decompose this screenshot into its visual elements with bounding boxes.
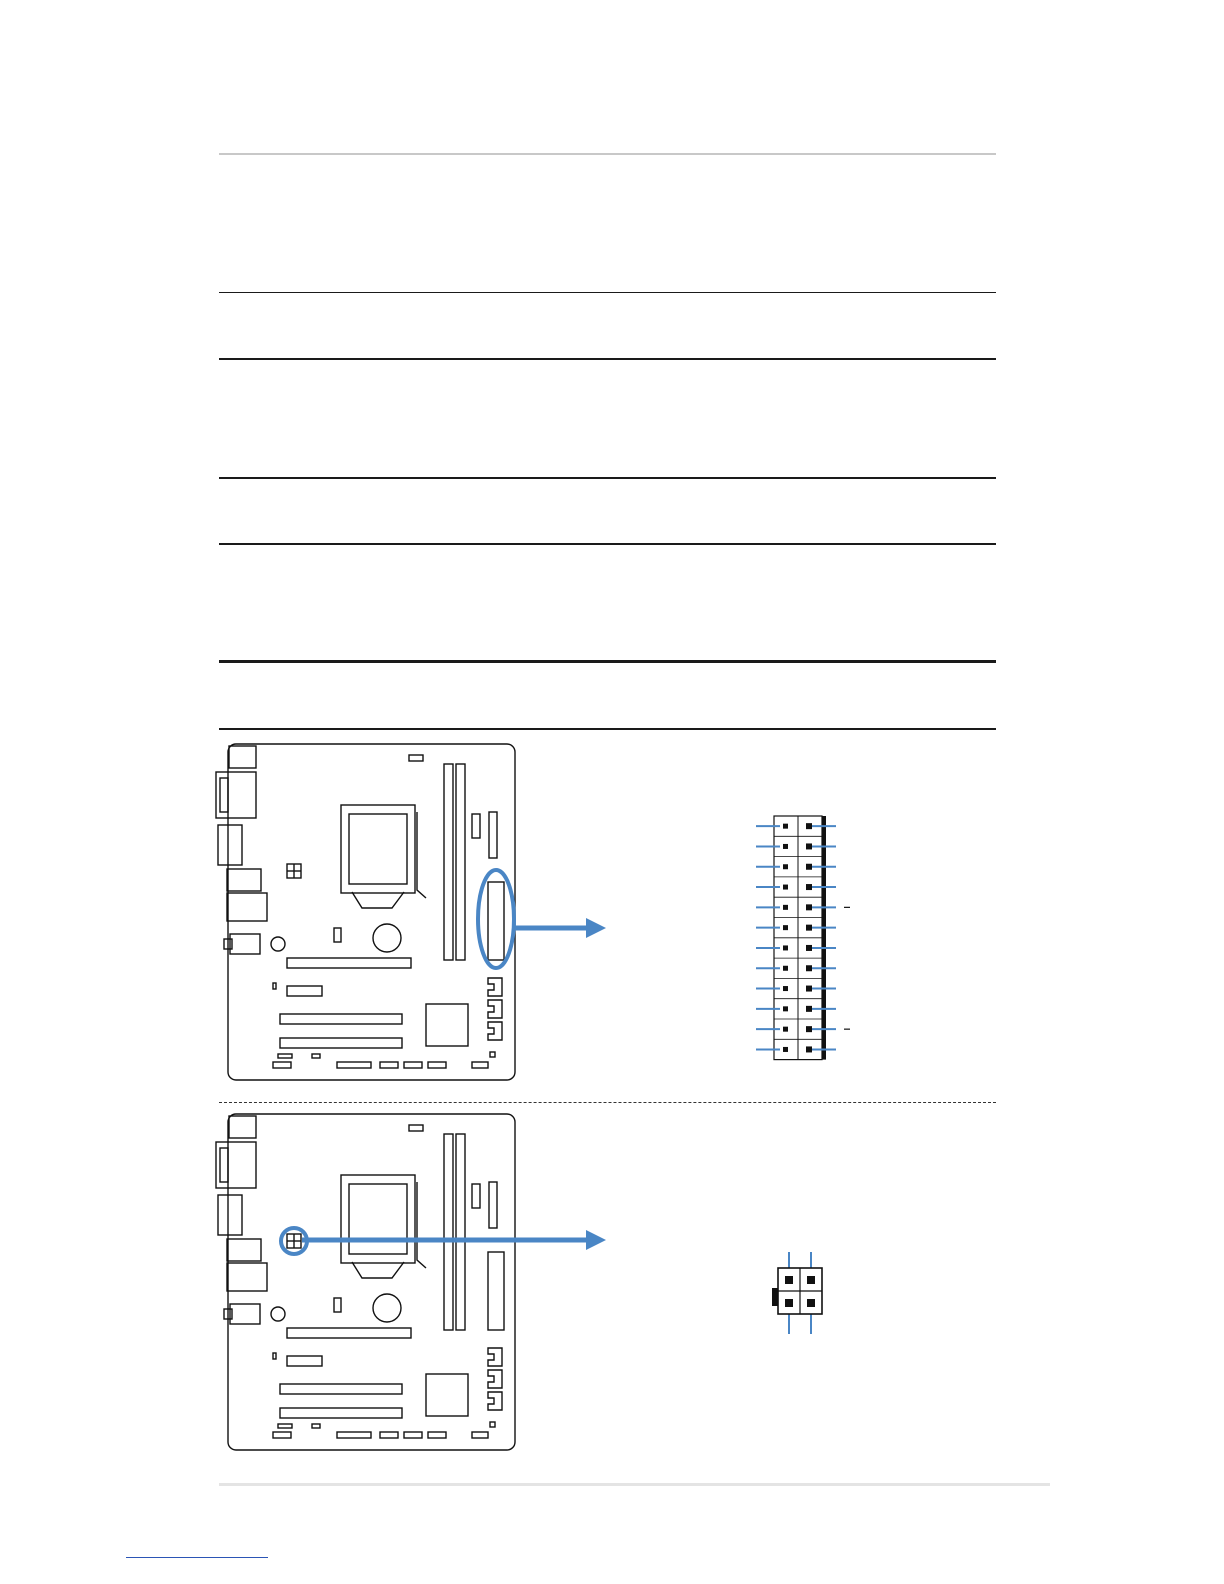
rule-2 [219,358,996,360]
pin-right [806,904,812,910]
pin-left [783,824,788,829]
rule-5 [219,660,996,663]
pin-left [783,1006,788,1011]
motherboard-outline-2 [212,1112,518,1452]
pin-left [783,905,788,910]
pin-right [806,864,812,870]
pin-left [783,945,788,950]
connector-24pin-pinout [752,812,862,1068]
highlight-oval-24pin [478,870,514,968]
pin-right [806,986,812,992]
pin-right [806,823,812,829]
motherboard-outline [212,742,518,1082]
pin-left [783,925,788,930]
pin-right [806,1006,812,1012]
pin-left [783,844,788,849]
motherboard-diagram-top [212,742,518,1082]
footer-link-underline[interactable] [126,1557,268,1558]
pin-left [783,1027,788,1032]
pin-left [783,885,788,890]
pin-left [783,1047,788,1052]
pin-left [783,986,788,991]
pin-left [783,966,788,971]
pin-right [806,945,812,951]
arrow-to-4pin-pinout [300,1224,610,1256]
pin-left [783,864,788,869]
pin-right [806,884,812,890]
rule-6 [219,728,996,730]
pin-right [806,1046,812,1052]
rule-3 [219,477,996,479]
motherboard-diagram-bottom [212,1112,518,1452]
connector-4pin-pinout [768,1248,832,1338]
arrow-to-24pin-pinout [510,912,610,944]
pin-right [806,1026,812,1032]
connector-24pin-latch [822,816,826,1060]
top-rule [219,153,996,155]
pin-right [806,925,812,931]
rule-4 [219,543,996,545]
rule-1 [219,292,996,293]
footer-rule [219,1483,1050,1486]
pin-right [806,843,812,849]
section-divider [219,1102,996,1103]
pin-right [806,965,812,971]
